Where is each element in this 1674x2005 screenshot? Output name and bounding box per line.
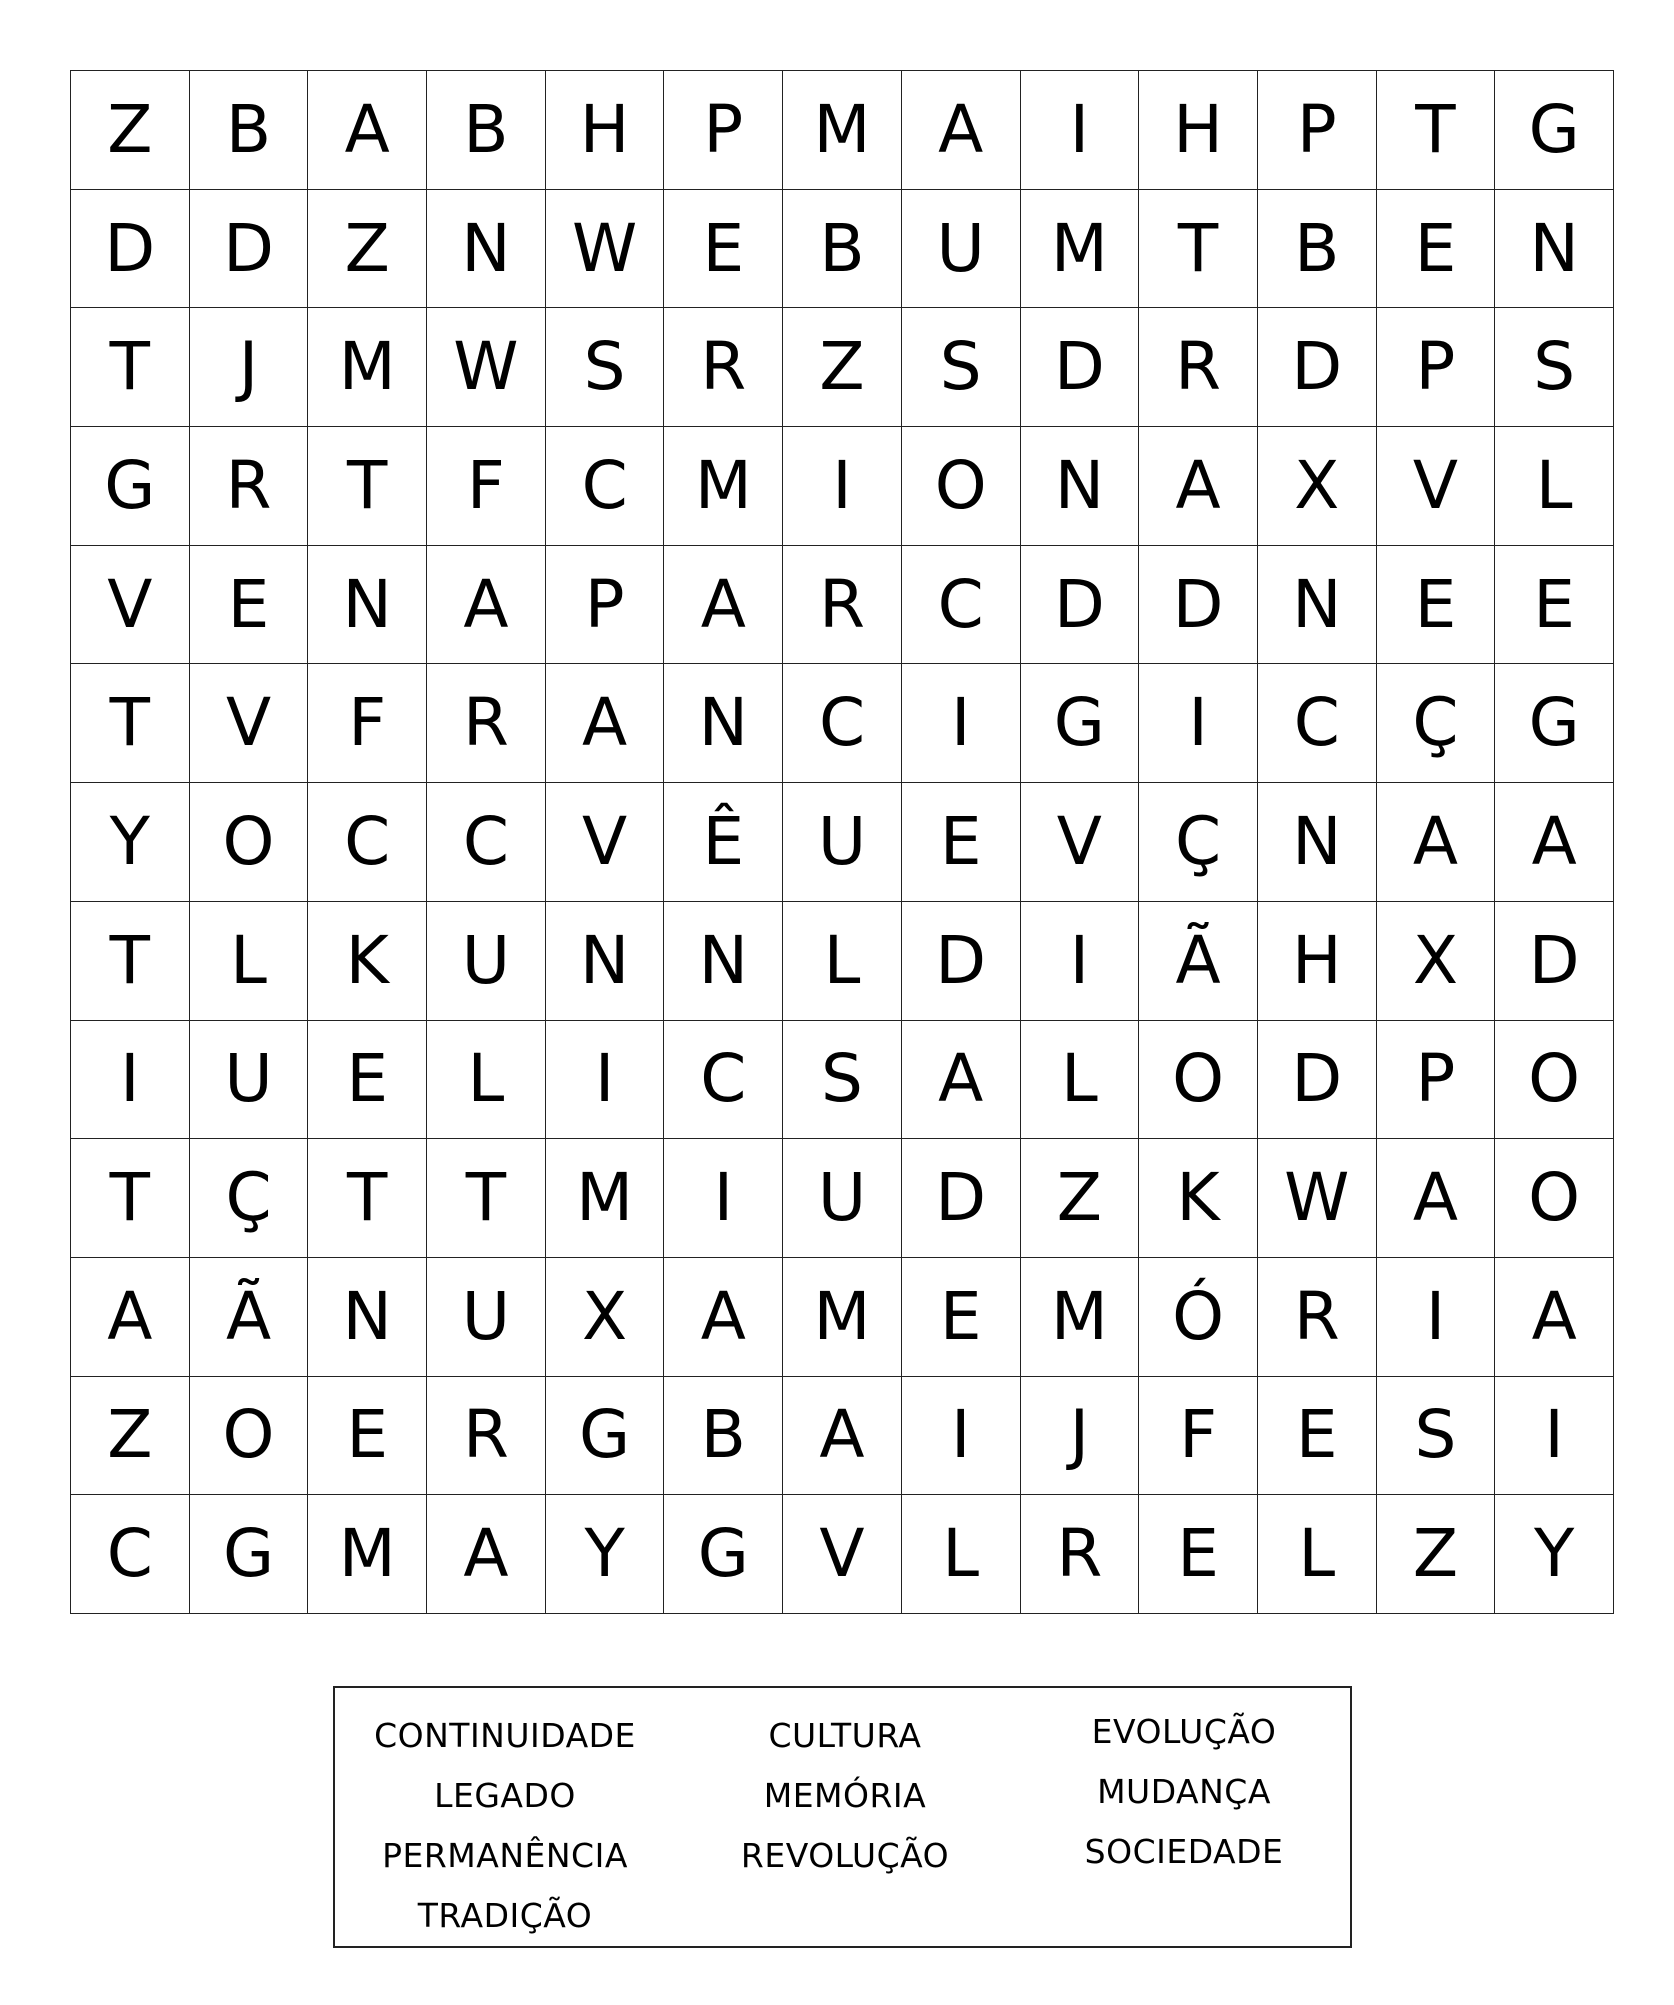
word-item: PERMANÊNCIA (382, 1836, 628, 1875)
grid-cell[interactable]: V (1377, 427, 1496, 546)
grid-cell[interactable]: I (71, 1021, 190, 1140)
grid-cell[interactable]: N (308, 546, 427, 665)
grid-cell[interactable]: A (427, 546, 546, 665)
grid-cell[interactable]: G (1495, 664, 1614, 783)
grid-cell[interactable]: L (783, 902, 902, 1021)
grid-cell[interactable]: V (1021, 783, 1140, 902)
grid-cell[interactable]: B (1258, 190, 1377, 309)
grid-cell[interactable]: T (308, 1139, 427, 1258)
grid-cell[interactable]: T (71, 664, 190, 783)
grid-cell[interactable]: R (427, 664, 546, 783)
grid-cell[interactable]: M (664, 427, 783, 546)
grid-cell[interactable]: G (1495, 71, 1614, 190)
grid-cell[interactable]: C (783, 664, 902, 783)
grid-cell[interactable]: P (664, 71, 783, 190)
grid-cell[interactable]: C (902, 546, 1021, 665)
grid-cell[interactable]: A (783, 1377, 902, 1496)
grid-cell[interactable]: S (902, 308, 1021, 427)
grid-cell[interactable]: N (664, 664, 783, 783)
grid-cell[interactable]: J (1021, 1377, 1140, 1496)
grid-cell[interactable]: U (783, 1139, 902, 1258)
word-item: TRADIÇÃO (417, 1896, 593, 1935)
grid-cell[interactable]: Z (1377, 1495, 1496, 1614)
grid-cell[interactable]: N (308, 1258, 427, 1377)
grid-cell[interactable]: E (308, 1377, 427, 1496)
grid-cell[interactable]: D (1258, 308, 1377, 427)
grid-cell[interactable]: L (1021, 1021, 1140, 1140)
grid-cell[interactable]: B (190, 71, 309, 190)
grid-cell[interactable]: M (308, 308, 427, 427)
word-item: SOCIEDADE (1084, 1832, 1284, 1871)
word-item: CONTINUIDADE (374, 1716, 636, 1755)
grid-cell[interactable]: V (190, 664, 309, 783)
grid-cell[interactable]: U (902, 190, 1021, 309)
grid-cell[interactable]: L (1258, 1495, 1377, 1614)
grid-cell[interactable]: F (308, 664, 427, 783)
grid-cell[interactable]: A (1495, 1258, 1614, 1377)
grid-cell[interactable]: S (1495, 308, 1614, 427)
word-list-column (335, 1706, 675, 1946)
grid-cell[interactable]: I (1377, 1258, 1496, 1377)
grid-cell[interactable]: D (71, 190, 190, 309)
grid-cell[interactable]: B (783, 190, 902, 309)
word-list-column (1014, 1702, 1354, 1882)
word-item: EVOLUÇÃO (1091, 1712, 1277, 1751)
grid-cell[interactable]: R (1139, 308, 1258, 427)
grid-cell[interactable]: E (1495, 546, 1614, 665)
grid-cell[interactable]: E (308, 1021, 427, 1140)
grid-cell[interactable]: K (308, 902, 427, 1021)
grid-cell[interactable]: C (427, 783, 546, 902)
grid-cell[interactable]: A (1495, 783, 1614, 902)
grid-cell[interactable]: M (546, 1139, 665, 1258)
grid-cell[interactable]: N (1021, 427, 1140, 546)
grid-cell[interactable]: A (427, 1495, 546, 1614)
grid-cell[interactable]: Ç (1139, 783, 1258, 902)
grid-cell[interactable]: E (190, 546, 309, 665)
grid-cell[interactable]: S (783, 1021, 902, 1140)
grid-cell[interactable]: O (1139, 1021, 1258, 1140)
grid-cell[interactable]: U (783, 783, 902, 902)
grid-cell[interactable]: I (546, 1021, 665, 1140)
grid-cell[interactable]: O (190, 783, 309, 902)
grid-cell[interactable]: A (1139, 427, 1258, 546)
grid-cell[interactable]: I (1139, 664, 1258, 783)
grid-cell[interactable]: G (190, 1495, 309, 1614)
grid-cell[interactable]: P (546, 546, 665, 665)
grid-cell[interactable]: G (1021, 664, 1140, 783)
grid-cell[interactable]: T (308, 427, 427, 546)
grid-cell[interactable]: A (71, 1258, 190, 1377)
grid-cell[interactable]: T (427, 1139, 546, 1258)
grid-cell[interactable]: A (1377, 783, 1496, 902)
grid-cell[interactable]: Z (783, 308, 902, 427)
grid-cell[interactable]: Z (308, 190, 427, 309)
grid-cell[interactable]: I (902, 664, 1021, 783)
grid-cell[interactable]: Z (1021, 1139, 1140, 1258)
grid-cell[interactable]: E (1139, 1495, 1258, 1614)
grid-cell[interactable]: W (427, 308, 546, 427)
grid-cell[interactable]: D (902, 902, 1021, 1021)
grid-cell[interactable]: A (664, 546, 783, 665)
grid-cell[interactable]: E (902, 783, 1021, 902)
grid-cell[interactable]: K (1139, 1139, 1258, 1258)
grid-cell[interactable]: Ê (664, 783, 783, 902)
grid-cell[interactable]: O (1495, 1139, 1614, 1258)
grid-cell[interactable]: N (1258, 783, 1377, 902)
grid-cell[interactable]: H (1258, 902, 1377, 1021)
grid-cell[interactable]: V (546, 783, 665, 902)
grid-cell[interactable]: S (546, 308, 665, 427)
grid-cell[interactable]: V (71, 546, 190, 665)
grid-cell[interactable]: Y (71, 783, 190, 902)
grid-cell[interactable]: M (1021, 190, 1140, 309)
grid-cell[interactable]: C (308, 783, 427, 902)
grid-cell[interactable]: D (1495, 902, 1614, 1021)
grid-cell[interactable]: R (1021, 1495, 1140, 1614)
grid-cell[interactable]: T (71, 1139, 190, 1258)
grid-cell[interactable]: Y (546, 1495, 665, 1614)
grid-cell[interactable]: Y (1495, 1495, 1614, 1614)
grid-cell[interactable]: H (546, 71, 665, 190)
grid-cell[interactable]: Ã (1139, 902, 1258, 1021)
grid-cell[interactable]: D (1258, 1021, 1377, 1140)
grid-cell[interactable]: M (783, 71, 902, 190)
word-search-grid (70, 70, 1614, 1614)
grid-cell[interactable]: F (1139, 1377, 1258, 1496)
grid-cell[interactable]: I (664, 1139, 783, 1258)
grid-cell[interactable]: G (71, 427, 190, 546)
grid-cell[interactable]: T (71, 308, 190, 427)
grid-cell[interactable]: H (1139, 71, 1258, 190)
grid-cell[interactable]: D (1139, 546, 1258, 665)
grid-cell[interactable]: A (902, 71, 1021, 190)
word-item: LEGADO (434, 1776, 576, 1815)
grid-cell[interactable]: U (427, 902, 546, 1021)
grid-cell[interactable]: R (664, 308, 783, 427)
grid-cell[interactable]: M (1021, 1258, 1140, 1377)
grid-cell[interactable]: X (1377, 902, 1496, 1021)
grid-cell[interactable]: R (190, 427, 309, 546)
grid-cell[interactable]: G (664, 1495, 783, 1614)
grid-cell[interactable]: D (190, 190, 309, 309)
grid-cell[interactable]: E (664, 190, 783, 309)
word-item: CULTURA (768, 1716, 922, 1755)
word-list-column (675, 1706, 1015, 1886)
grid-cell[interactable]: U (427, 1258, 546, 1377)
grid-cell[interactable]: A (902, 1021, 1021, 1140)
grid-cell[interactable]: L (190, 902, 309, 1021)
grid-cell[interactable]: I (1021, 71, 1140, 190)
grid-cell[interactable]: M (783, 1258, 902, 1377)
grid-cell[interactable]: I (1495, 1377, 1614, 1496)
grid-cell[interactable]: P (1258, 71, 1377, 190)
grid-cell[interactable]: J (190, 308, 309, 427)
grid-cell[interactable]: Z (71, 1377, 190, 1496)
grid-cell[interactable]: R (1258, 1258, 1377, 1377)
grid-cell[interactable]: L (1495, 427, 1614, 546)
grid-cell[interactable]: V (783, 1495, 902, 1614)
grid-cell[interactable]: A (664, 1258, 783, 1377)
grid-cell[interactable]: B (664, 1377, 783, 1496)
grid-cell[interactable]: Ó (1139, 1258, 1258, 1377)
grid-cell[interactable]: W (1258, 1139, 1377, 1258)
grid-cell[interactable]: L (427, 1021, 546, 1140)
word-list-box (333, 1686, 1352, 1948)
grid-cell[interactable]: R (783, 546, 902, 665)
grid-cell[interactable]: C (664, 1021, 783, 1140)
grid-cell[interactable]: R (427, 1377, 546, 1496)
grid-cell[interactable]: X (1258, 427, 1377, 546)
grid-cell[interactable]: E (1377, 546, 1496, 665)
grid-cell[interactable]: A (1377, 1139, 1496, 1258)
word-item: MUDANÇA (1097, 1772, 1271, 1811)
grid-cell[interactable]: T (1139, 190, 1258, 309)
grid-cell[interactable]: O (190, 1377, 309, 1496)
grid-cell[interactable]: G (546, 1377, 665, 1496)
grid-cell[interactable]: C (1258, 664, 1377, 783)
grid-cell[interactable]: I (1021, 902, 1140, 1021)
grid-cell[interactable]: C (546, 427, 665, 546)
grid-cell[interactable]: E (1258, 1377, 1377, 1496)
grid-cell[interactable]: O (902, 427, 1021, 546)
grid-cell[interactable]: I (783, 427, 902, 546)
grid-cell[interactable]: Z (71, 71, 190, 190)
grid-cell[interactable]: E (902, 1258, 1021, 1377)
grid-cell[interactable]: A (546, 664, 665, 783)
grid-cell[interactable]: L (902, 1495, 1021, 1614)
word-item: MEMÓRIA (763, 1776, 927, 1815)
grid-cell[interactable]: F (427, 427, 546, 546)
grid-cell[interactable]: C (71, 1495, 190, 1614)
grid-cell[interactable]: P (1377, 1021, 1496, 1140)
grid-cell[interactable]: D (1021, 308, 1140, 427)
grid-cell[interactable]: Ç (1377, 664, 1496, 783)
grid-cell[interactable]: U (190, 1021, 309, 1140)
grid-cell[interactable]: X (546, 1258, 665, 1377)
grid-cell[interactable]: Ã (190, 1258, 309, 1377)
grid-cell[interactable]: N (1258, 546, 1377, 665)
grid-cell[interactable]: N (1495, 190, 1614, 309)
grid-cell[interactable]: D (1021, 546, 1140, 665)
word-item: REVOLUÇÃO (740, 1836, 950, 1875)
grid-cell[interactable]: S (1377, 1377, 1496, 1496)
grid-cell[interactable]: T (71, 902, 190, 1021)
grid-cell[interactable]: O (1495, 1021, 1614, 1140)
grid-cell[interactable]: W (546, 190, 665, 309)
grid-cell[interactable]: A (308, 71, 427, 190)
grid-cell[interactable]: M (308, 1495, 427, 1614)
grid-cell[interactable]: N (664, 902, 783, 1021)
grid-cell[interactable]: B (427, 71, 546, 190)
grid-cell[interactable]: N (546, 902, 665, 1021)
grid-cell[interactable]: T (1377, 71, 1496, 190)
grid-cell[interactable]: I (902, 1377, 1021, 1496)
grid-cell[interactable]: N (427, 190, 546, 309)
grid-cell[interactable]: D (902, 1139, 1021, 1258)
grid-cell[interactable]: E (1377, 190, 1496, 309)
grid-cell[interactable]: Ç (190, 1139, 309, 1258)
grid-cell[interactable]: P (1377, 308, 1496, 427)
